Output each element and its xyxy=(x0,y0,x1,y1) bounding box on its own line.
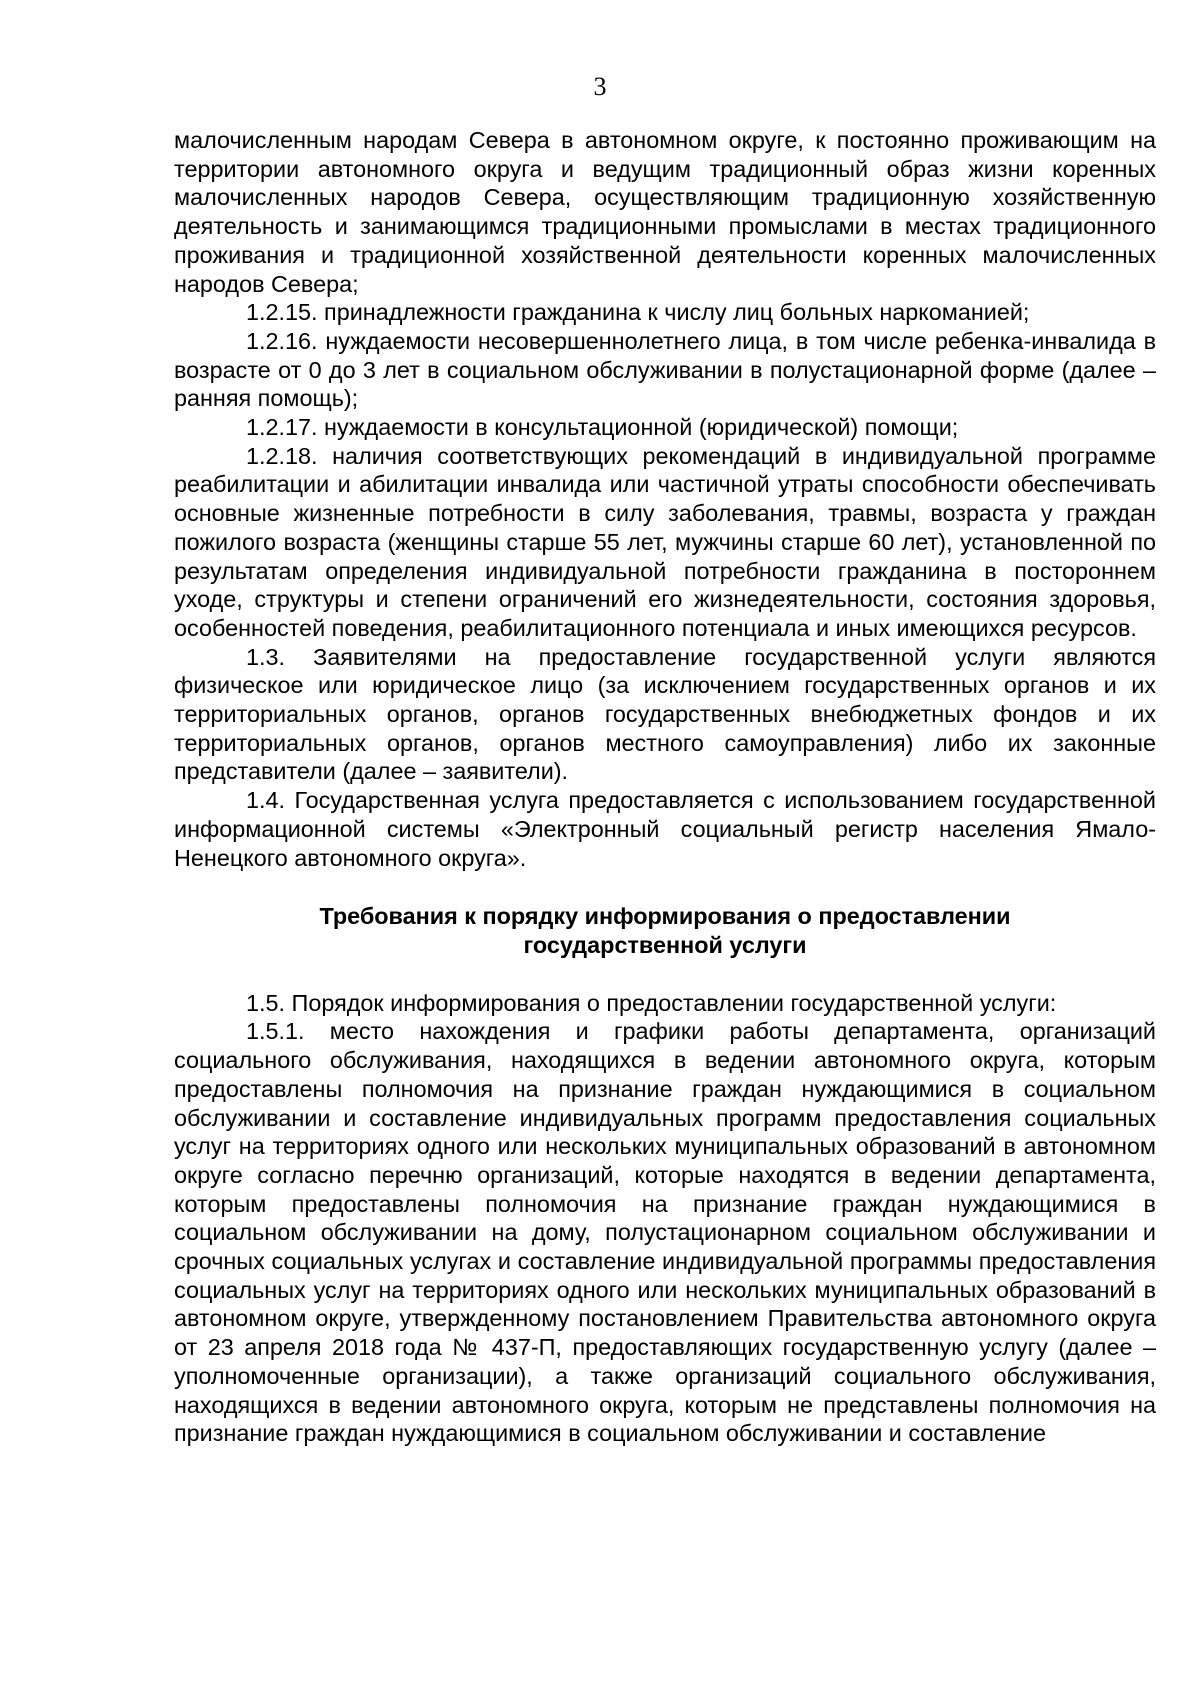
document-body xyxy=(174,126,1156,1448)
section-heading xyxy=(174,902,1156,959)
paragraph-1-2-17: 1.2.17. нуждаемости в консультационной (юридической) помощи; xyxy=(246,414,959,441)
paragraph-1-4: 1.4. Государственная услуга предоставляется с использованием государственной информационной системы «Электронный социальный регистр населения Ямало-Ненецкого автономного округа». xyxy=(174,787,1156,871)
paragraph-1-2-16: 1.2.16. нуждаемости несовершеннолетнего лица, в том числе ребенка-инвалида в возрасте от 0 до 3 лет в социальном обслуживании в полустационарной форме (далее – ранняя помощь); xyxy=(174,327,1156,412)
paragraph-1-2-18: 1.2.18. наличия соответствующих рекомендаций в индивидуальной программе реабилитации и абилитации инвалида или частичной утраты способности обеспечивать основные жизненные потребности в силу заболевания, травмы, возраста у граждан пожилого возраста (женщины старше 55 лет, мужчины старше 60 лет), установленной по результатам определения индивидуальной потребности гражданина в постороннем уходе, структуры и степени ограничений его жизнедеятельности, состояния здоровья, особенностей поведения, реабилитационного потенциала и иных имеющихся ресурсов. xyxy=(174,442,1156,641)
paragraph-continuation: малочисленным народам Севера в автономном округе, к постоянно проживающим на территории автономного округа и ведущим традиционный образ жизни коренных малочисленных народов Севера, осуществляющим традиционную хозяйственную деятельность и занимающимся традиционными промыслами в местах традиционного проживания и традиционной хозяйственной деятельности коренных малочисленных народов Севера; xyxy=(174,127,1156,297)
paragraph-1-5: 1.5. Порядок информирования о предоставлении государственной услуги: xyxy=(246,989,1057,1016)
paragraph-1-2-15: 1.2.15. принадлежности гражданина к числу лиц больных наркоманией; xyxy=(246,299,1030,326)
section-heading-line-1: Требования к порядку информирования о предоставлении xyxy=(319,903,1011,930)
section-heading-line-2: государственной услуги xyxy=(523,931,807,958)
paragraph-1-3: 1.3. Заявителями на предоставление государственной услуги являются физическое или юридическое лицо (за исключением государственных органов и их территориальных органов, органов государственных внебюджетных фондов и их территориальных органов, органов местного самоуправления) либо их законные представители (далее – заявители). xyxy=(174,643,1156,785)
paragraph-1-5-1: 1.5.1. место нахождения и графики работы департамента, организаций социального обслуживания, находящихся в ведении автономного округа, которым предоставлены полномочия на признание граждан нуждающимися в социальном обслуживании и составление индивидуальных программ предоставления социальных услуг на территориях одного или нескольких муниципальных образований в автономном округе согласно перечню организаций, которые находятся в ведении департамента, которым предоставлены полномочия на признание граждан нуждающимися в социальном обслуживании на дому, полустационарном социальном обслуживании и срочных социальных услугах и составление индивидуальной программы предоставления социальных услуг на территориях одного или нескольких муниципальных образований в автономном округе, утвержденному постановлением Правительства автономного округа от 23 апреля 2018 года № 437-П, предоставляющих государственную услугу (далее – уполномоченные организации), а также организаций социального обслуживания, находящихся в ведении автономного округа, которым не представлены полномочия на признание граждан нуждающимися в социальном обслуживании и составление xyxy=(174,1018,1156,1447)
page-number: 3 xyxy=(593,72,607,101)
